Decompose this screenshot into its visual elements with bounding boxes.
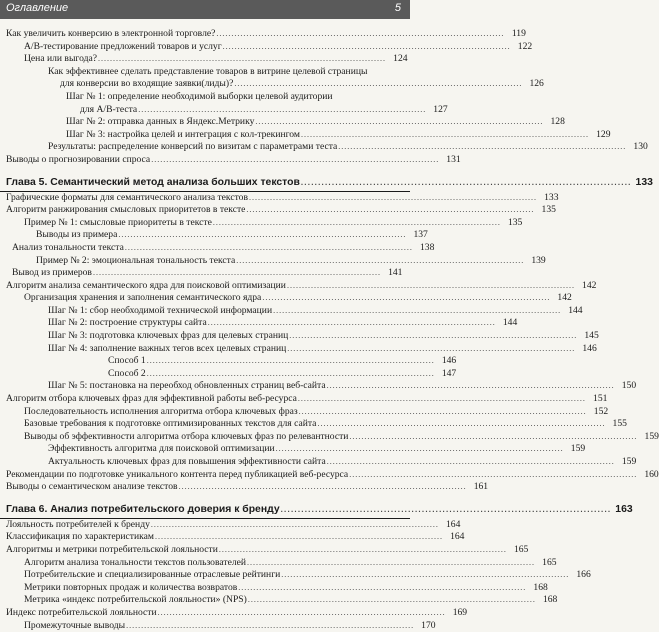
toc-entry-text: Выводы о прогнозировании спроса bbox=[6, 153, 151, 165]
toc-entry-page: 168 bbox=[542, 594, 558, 606]
leader-dots bbox=[299, 406, 586, 419]
leader-dots bbox=[147, 355, 434, 368]
toc-entry[interactable] bbox=[0, 254, 546, 268]
toc-entry[interactable] bbox=[0, 292, 572, 305]
leader-dots bbox=[155, 531, 442, 544]
leader-dots bbox=[248, 594, 535, 607]
toc-entry-page: 137 bbox=[413, 229, 428, 241]
chapter-6-page: 163 bbox=[615, 503, 633, 515]
toc-entry[interactable] bbox=[0, 456, 637, 469]
toc-entry-text: Эффективность алгоритма для поисковой оптимизации bbox=[48, 443, 275, 455]
toc-section-chapter5 bbox=[0, 191, 659, 494]
leader-dots bbox=[273, 305, 560, 318]
leader-dots bbox=[151, 519, 438, 532]
toc-entry-text: Результаты: распределение конверсий по визитам с параметрами теста bbox=[48, 141, 338, 153]
toc-entry-page: 135 bbox=[507, 216, 523, 228]
chapter-6-heading[interactable] bbox=[0, 503, 633, 519]
toc-entry[interactable] bbox=[0, 342, 597, 356]
toc-entry-text: Лояльность потребителей к бренду bbox=[6, 518, 150, 530]
leader-dots bbox=[249, 192, 536, 205]
toc-entry-page: 165 bbox=[513, 543, 529, 555]
toc-entry-text: Организация хранения и заполнения семантического ядра bbox=[24, 292, 262, 304]
leader-dots bbox=[151, 154, 438, 167]
toc-entry-text: Потребительские и специализированные отраслевые рейтинги bbox=[24, 569, 281, 581]
toc-entry-page: 142 bbox=[582, 279, 597, 291]
toc-entry[interactable] bbox=[0, 53, 410, 66]
toc-entry-text: Шаг № 1: определение необходимой выборки целевой аудитории bbox=[66, 90, 333, 102]
toc-entry[interactable] bbox=[0, 367, 457, 381]
toc-entry-page: 147 bbox=[441, 367, 457, 379]
toc-entry-page: 164 bbox=[450, 531, 465, 543]
leader-dots bbox=[138, 104, 425, 117]
toc-entry[interactable] bbox=[0, 531, 465, 544]
toc-entry-text: Базовые требования к подготовке оптимизированных текстов для сайта bbox=[24, 418, 317, 430]
leader-dots bbox=[208, 317, 495, 330]
running-header bbox=[0, 0, 410, 19]
toc-entry-page: 165 bbox=[542, 556, 557, 568]
leader-dots bbox=[216, 28, 503, 41]
toc-entry[interactable] bbox=[0, 543, 529, 557]
toc-entry-text: Выводы об эффективности алгоритма отбора ключевых фраз по релевантности bbox=[24, 430, 349, 442]
leader-dots bbox=[238, 582, 525, 595]
toc-entry-page: 170 bbox=[421, 619, 436, 631]
toc-entry[interactable] bbox=[0, 128, 611, 142]
leader-dots bbox=[179, 481, 466, 494]
leader-dots bbox=[349, 431, 636, 444]
chapter-6-title: Глава 6. Анализ потребительского доверия к бренду bbox=[6, 503, 280, 515]
leader-dots bbox=[287, 280, 574, 293]
toc-entry[interactable] bbox=[0, 241, 435, 255]
toc-entry-page: 135 bbox=[541, 204, 556, 216]
toc-entry[interactable] bbox=[0, 304, 583, 318]
toc-entry[interactable] bbox=[0, 153, 461, 167]
leader-dots bbox=[301, 129, 588, 142]
leader-dots bbox=[289, 330, 576, 343]
toc-entry-text: Индекс потребительской лояльности bbox=[6, 606, 157, 618]
toc-entry-text: Шаг № 1: сбор необходимой технической информации bbox=[48, 304, 273, 316]
toc-entry[interactable] bbox=[0, 229, 428, 242]
toc-entry-page: 169 bbox=[452, 606, 468, 618]
toc-entry-text: Алгоритмы и метрики потребительской лояльности bbox=[6, 543, 218, 555]
toc-section-chapter4-tail bbox=[0, 28, 648, 167]
toc-entry[interactable] bbox=[0, 581, 548, 595]
leader-dots bbox=[338, 141, 625, 154]
toc-entry-text: A/B-тестирование предложений товаров и услуг bbox=[24, 40, 222, 52]
toc-entry[interactable] bbox=[0, 619, 436, 632]
toc-entry-page: 168 bbox=[533, 581, 548, 593]
leader-dots bbox=[276, 443, 563, 456]
toc-entry[interactable] bbox=[0, 418, 627, 431]
leader-dots bbox=[236, 255, 523, 268]
chapter-5-title: Глава 5. Семантический метод анализа больших текстов bbox=[6, 176, 300, 188]
toc-entry-page: 152 bbox=[593, 405, 609, 417]
leader-dots bbox=[287, 343, 574, 356]
toc-entry-text: Промежуточные выводы bbox=[24, 619, 126, 631]
toc-entry-page: 139 bbox=[531, 254, 546, 266]
toc-entry[interactable] bbox=[0, 191, 559, 205]
toc-entry-text: Шаг № 2: построение структуры сайта bbox=[48, 317, 207, 329]
toc-entry[interactable] bbox=[0, 28, 526, 41]
toc-entry-page: 122 bbox=[517, 40, 533, 52]
leader-dots bbox=[118, 229, 405, 242]
leader-dots bbox=[247, 557, 534, 570]
leader-dots bbox=[327, 380, 614, 393]
toc-entry[interactable] bbox=[0, 430, 659, 444]
toc-entry-page: 144 bbox=[502, 317, 518, 329]
toc-entry-text: Шаг № 2: отправка данных в Яндекс.Метрику bbox=[66, 116, 255, 128]
toc-entry[interactable] bbox=[0, 380, 637, 393]
toc-entry[interactable] bbox=[0, 556, 557, 570]
toc-entry-text: Выводы о семантическом анализе текстов bbox=[6, 481, 178, 493]
toc-entry-text: Как эффективнее сделать представление товаров в витрине целевой страницы bbox=[48, 65, 368, 77]
leader-dots bbox=[327, 456, 614, 469]
toc-entry-page: 151 bbox=[593, 393, 608, 405]
toc-entry-page: 155 bbox=[612, 418, 627, 430]
toc-entry[interactable] bbox=[0, 103, 448, 117]
toc-entry[interactable] bbox=[0, 405, 609, 419]
toc-entry-page: 159 bbox=[621, 456, 637, 467]
leader-dots bbox=[98, 53, 385, 66]
toc-entry-text: Пример № 2: эмоциональная тональность текста bbox=[36, 254, 236, 266]
toc-entry-text: Выводы из примера bbox=[36, 229, 118, 241]
toc-entry-text: Вывод из примеров bbox=[12, 267, 92, 279]
toc-entry[interactable] bbox=[0, 116, 565, 129]
leader-dots bbox=[223, 41, 510, 54]
toc-entry-text: Цена или выгода? bbox=[24, 53, 98, 65]
toc-entry[interactable] bbox=[0, 66, 410, 79]
toc-entry-text: для конверсии во входящие заявки(лиды)? bbox=[60, 78, 234, 90]
toc-entry-text: Шаг № 3: настройка целей и интеграция с кол-трекингом bbox=[66, 128, 300, 140]
toc-entry-text: Графические форматы для семантического анализа текстов bbox=[6, 191, 249, 203]
leader-dots bbox=[213, 217, 500, 230]
toc-entry[interactable] bbox=[0, 40, 533, 54]
toc-entry-page: 141 bbox=[388, 267, 403, 279]
toc-entry-page: 127 bbox=[433, 103, 448, 115]
toc-entry-page: 159 bbox=[644, 430, 659, 442]
toc-entry-page: 124 bbox=[393, 53, 408, 65]
toc-entry-page: 129 bbox=[596, 128, 611, 140]
toc-entry[interactable] bbox=[0, 141, 648, 154]
toc-entry[interactable] bbox=[0, 91, 410, 104]
leader-dots bbox=[281, 569, 568, 582]
leader-dots bbox=[317, 418, 604, 431]
leader-dots bbox=[262, 292, 549, 305]
toc-entry-text: Как увеличить конверсию в электронной торговле? bbox=[6, 28, 216, 39]
toc-entry-text: Алгоритм анализа тональности текстов пользователей bbox=[24, 556, 247, 568]
toc-entry-page: 146 bbox=[441, 355, 457, 367]
toc-entry-text: Шаг № 4: заполнение важных тегов всех целевых страниц bbox=[48, 342, 287, 354]
toc-entry-page: 159 bbox=[570, 443, 586, 455]
toc-entry[interactable] bbox=[0, 606, 468, 620]
toc-section-chapter6 bbox=[0, 518, 591, 632]
toc-entry-text: Алгоритм анализа семантического ядра для поисковой оптимизации bbox=[6, 279, 286, 291]
table-of-contents bbox=[0, 28, 659, 632]
toc-entry-page: 131 bbox=[446, 153, 461, 165]
toc-entry-page: 133 bbox=[544, 191, 559, 203]
running-header-page-number: 5 bbox=[394, 2, 401, 14]
toc-entry[interactable] bbox=[0, 204, 556, 217]
leader-dots bbox=[349, 469, 636, 482]
toc-entry-page: 164 bbox=[445, 518, 461, 530]
toc-entry[interactable] bbox=[0, 518, 461, 532]
leader-dots bbox=[219, 544, 506, 557]
toc-entry[interactable] bbox=[0, 443, 586, 456]
toc-entry-text: для A/B-теста bbox=[80, 103, 138, 115]
toc-entry-page: 161 bbox=[473, 481, 489, 493]
toc-entry[interactable] bbox=[0, 594, 558, 607]
chapter-5-page: 133 bbox=[635, 176, 653, 188]
toc-entry-page: 145 bbox=[584, 330, 599, 342]
toc-entry-text: Алгоритм отбора ключевых фраз для эффективной работы веб-ресурса bbox=[6, 393, 297, 405]
toc-entry[interactable] bbox=[0, 78, 544, 91]
running-header-title: Оглавление bbox=[6, 2, 69, 14]
chapter-5-heading[interactable] bbox=[0, 176, 653, 192]
toc-entry-page: 119 bbox=[511, 28, 526, 39]
toc-entry-page: 130 bbox=[633, 141, 648, 153]
toc-entry-page: 126 bbox=[529, 78, 544, 90]
toc-entry[interactable] bbox=[0, 393, 608, 406]
toc-entry[interactable] bbox=[0, 267, 410, 280]
leader-dots bbox=[298, 393, 585, 406]
leader-dots bbox=[125, 242, 412, 255]
toc-entry-page: 144 bbox=[568, 304, 583, 316]
toc-entry[interactable] bbox=[0, 569, 591, 582]
toc-entry-page: 146 bbox=[582, 342, 597, 354]
leader-dots bbox=[246, 204, 533, 217]
toc-entry-page: 138 bbox=[419, 241, 435, 253]
leader-dots bbox=[255, 116, 542, 129]
toc-entry-text: Шаг № 3: подготовка ключевых фраз для целевых страниц bbox=[48, 330, 289, 342]
toc-entry[interactable] bbox=[0, 317, 518, 330]
leader-dots bbox=[147, 368, 434, 381]
leader-dots bbox=[301, 176, 630, 190]
toc-entry[interactable] bbox=[0, 468, 659, 482]
toc-entry-text: Актуальность ключевых фраз для повышения эффективности сайта bbox=[48, 456, 326, 467]
toc-entry-page: 150 bbox=[621, 380, 637, 392]
toc-entry-text: Метрика «индекс потребительской лояльности» (NPS) bbox=[24, 594, 247, 606]
toc-entry-text: Шаг № 5: постановка на переобход обновленных страниц веб-сайта bbox=[48, 380, 326, 392]
toc-entry[interactable] bbox=[0, 481, 489, 494]
toc-entry[interactable] bbox=[0, 216, 523, 230]
toc-entry-text: Метрики повторных продаж и количества возвратов bbox=[24, 581, 238, 593]
toc-entry-text: Последовательность исполнения алгоритма отбора ключевых фраз bbox=[24, 405, 298, 417]
leader-dots bbox=[158, 607, 445, 620]
toc-entry-text: Способ 1 bbox=[108, 355, 146, 367]
toc-entry[interactable] bbox=[0, 355, 457, 368]
toc-entry-page: 142 bbox=[557, 292, 572, 304]
leader-dots bbox=[281, 503, 610, 517]
toc-entry[interactable] bbox=[0, 330, 599, 343]
leader-dots bbox=[126, 620, 413, 632]
toc-entry-text: Алгоритм ранжирования смысловых приоритетов в тексте bbox=[6, 204, 246, 216]
toc-entry-page: 128 bbox=[550, 116, 565, 128]
toc-entry[interactable] bbox=[0, 279, 597, 293]
toc-entry-text: Рекомендации по подготовке уникального контента перед публикацией веб-ресурса bbox=[6, 468, 349, 480]
toc-entry-text: Способ 2 bbox=[108, 367, 146, 379]
toc-entry-text: Анализ тональности текста bbox=[12, 241, 124, 253]
toc-entry-text: Пример № 1: смысловые приоритеты в тексте bbox=[24, 216, 212, 228]
toc-entry-text: Классификация по характеристикам bbox=[6, 531, 154, 543]
leader-dots bbox=[93, 267, 380, 280]
toc-entry-page: 160 bbox=[644, 468, 659, 480]
leader-dots bbox=[234, 78, 521, 91]
toc-entry-page: 166 bbox=[576, 569, 591, 581]
